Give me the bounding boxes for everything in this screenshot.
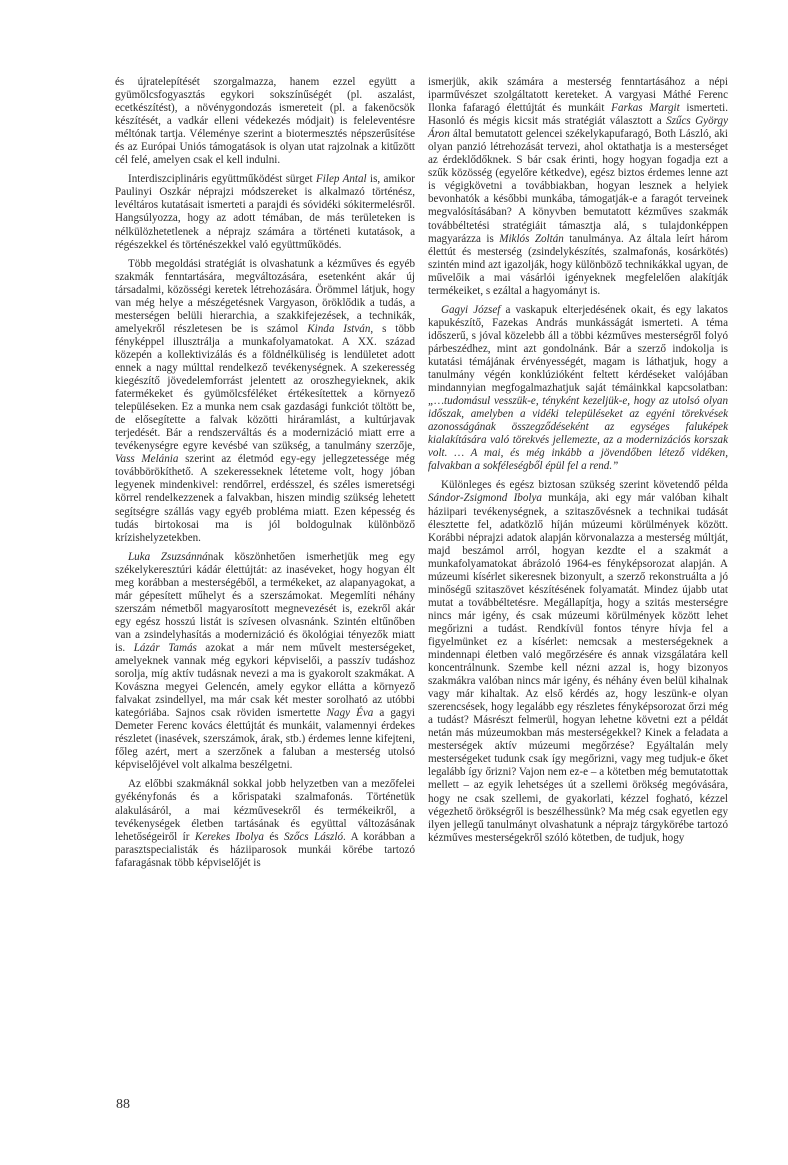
left-column	[115, 76, 415, 876]
paragraph: Az előbbi szakmáknál sokkal jobb helyzetben van a mezőfelei gyékényfonás és a kőrispataki szalmafonás. Történetük alakulásáról, a mai kézművesekről és termékeikről, a tevékenységek életben tartásának és együttal változásának lehetőségeiről ír Kerekes Ibolya és Szőcs László. A korábban a parasztspecialisták és háziiparosok munkái körébe tartozó fafaragásnak több képviselőjét is	[115, 778, 415, 869]
paragraph: és újratelepítését szorgalmazza, hanem ezzel együtt a gyümölcsfogyasztás egykori sokszínűségét (pl. aszalást, ecetkészítést), a növénygondozás ismereteit (pl. a fakenöcsök készítését, a vadkár elleni védekezés módjait) is feleleventésre méltónak tartja. Véleménye szerint a biotermesztés népszerűsítése és az Európai Uniós támogatások is olyan utat rajzolnak a kitűzött cél felé, amelyen csak el kell indulni.	[115, 76, 415, 167]
paragraph: Interdiszciplináris együttműködést sürget Filep Antal is, amikor Paulinyi Oszkár néprajzi módszereket is alkalmazó történész, levéltáros kutatásait ismerteti a parajdi és sóvidéki sókitermelésről. Hangsúlyozza, hogy az adott témában, de más területeken is nélkülözhetetlenek a néprajz számára a történeti kutatások, a régészekkel és történészekkel való együttműködés.	[115, 173, 415, 251]
page-number: 88	[116, 1097, 130, 1112]
paragraph: Luka Zsuzsánnának köszönhetően ismerhetjük meg egy székelykeresztúri kádár élettújtát: az inaséveket, hogy hogyan élt meg korábban a mesterségéből, a termékeket, az alapanyagokat, a már gépesített műhelyt és a szerszámokat. Megemlíti néhány szerszám németből magyarosított megnevezését is, ezekről akár egy egész hosszú listát is szívesen olvasnánk. Szintén eltűnőben van a zsindelyhasítás a modernizáció és ökológiai tényezők miatt is. Lázár Tamás azokat a már nem művelt mesterségeket, amelyeknek vannak még egykori képviselői, a passzív tudáshoz sorolja, míg aktív tudásnak nevezi a ma is gyakorolt szakmákat. A Kovászna megyei Gelencén, amely egykor ellátta a környező falvakat zsindellyel, ma már csak két mester sorolható az utóbbi kategóriába. Sajnos csak röviden ismertette Nagy Éva a gagyi Demeter Ferenc kovács élettújtát és munkáit, valamennyi érdekes részletet (inasévek, szerszámok, árak, stb.) érdemes lenne kifejteni, főleg azért, mert a szerzőnek a faluban a mesterség utolsó képviselőjével volt alkalma beszélgetni.	[115, 550, 415, 772]
paragraph: ismerjük, akik számára a mesterség fenntartásához a népi iparművészet szolgáltatott kereteket. A vargyasi Máthé Ferenc Ilonka fafaragó élettújtát és munkáit Farkas Margit ismerteti. Hasonló és mégis kicsit más stratégiát választott a Szűcs György Áron által bemutatott gelencei székelykapufaragó, Both László, aki olyan panzió létrehozását tervezi, ahol oktathatja is a mesterséget az érdeklődőknek. S bár csak érinti, hogy hogyan fogadja ezt a szűk közösség (egyelőre kétkedve), egész biztos érdemes lenne azt is végigkövetni a továbbiakban, hogyan lesznek a helyiek bevonhatók a későbbi munkába, támogatják-e a faragót terveinek megvalósításában? A könyvben bemutatott kézműves szakmák továbbéltetési stratégiáit támasztja alá, s tulajdonképpen magyarázza is Miklós Zoltán tanulmánya. Az általa leírt három élettút és mesterség (zsindelykészítés, szalmafonás, kosárkötés) szintén mind azt igazolják, hogy különböző technikákkal ugyan, de művelőik a mai vásárlói igényeknek megfelelően alakítják termékeiket, s ezáltal a hagyományt is.	[428, 76, 728, 297]
right-column	[428, 76, 728, 851]
paragraph: Több megoldási stratégiát is olvashatunk a kézműves és egyéb szakmák fenntartására, megváltozására, esetenként akár új társadalmi, közösségi keretek létrehozására. Örömmel látjuk, hogy van még helye a mészégetésnek Vargyason, öröklődik a tudás, a mesterségen belüli hierarchia, a szakkifejezések, a technikák, amelyekről részletesen be is számol Kinda István, s több fényképpel illusztrálja a munkafolyamatokat. A XX. század közepén a kollektivizálás és a földnélküliség is lendületet adott ennek a nagy múlttal rendelkező tevékenységnek. A szekeresség kiegészítő jövedelemforrást jelentett az oroszhegyieknek, akik fatermékeket és gyümölcsféléket értékesítettek a környező településeken. Ez a munka nem csak gazdasági funkciót töltött be, de elősegítette a falvak közötti hiráramlást, a kultúrjavak terjedését. Bár a rendszerváltás és a modernizáció miatt erre a tevékenységre egyre kevésbé van szükség, a tanulmány szerzője, Vass Melánia szerint az életmód egy-egy jellegzetessége még továbbörökíthető. A szekeresseknek léteteme volt, hogy jóban legyenek mindenkivel: rendőrrel, erdésszel, és széles ismeretségi körrel rendelkezzenek a falvakban, hiszen mindig szükség lehetett segítségre szállás vagy egyéb probléma miatt. Ezen képesség és tudás birtokosai ma is jól boldogulnak különböző krízishelyzetekben.	[115, 257, 415, 544]
paragraph: Gagyi József a vaskapuk elterjedésének okait, és egy lakatos kapukészítő, Fazekas András munkásságát ismerteti. A téma időszerű, s jóval közelebb áll a többi kézműves mesterségről folyó párbeszédhez, mint azt gondolnánk. Bár a szerző indokolja is kutatási témájának érvényességét, magam is láthatjuk, hogy a tanulmány végén konklúzióként feltett kérdéseket valójában mindannyian megfogalmazhatjuk saját témáinkkal kapcsolatban: „…tudomásul vesszük-e, tényként kezeljük-e, hogy az utolsó olyan időszak, amelyben a vidéki településeket az egyéni törekvések azonosságának összegződéseként az egységes faluképek kialakítására való törekvés jellemezte, az a modernizációs korszak volt. … A mai, és még inkább a jövendőben létező vidéken, falvakban a sokféleségből épül fel a rend.”	[428, 303, 728, 473]
paragraph: Különleges és egész biztosan szükség szerint követendő példa Sándor-Zsigmond Ibolya munkája, aki egy már valóban kihalt háziipari tevékenységnek, a szitaszővésnek a technikai tudását élesztette fel, adatközlő híján múzeumi körülmények között. Korábbi néprajzi adatok alapján körvonalazza a mesterség múltját, majd beszámol arról, hogyan kezdte el a szakmát a munkafolyamatokat ábrázoló 1964-es fényképsorozat alapján. A múzeumi kísérlet sikeresnek bizonyult, a szerző rekonstruálta a jó minőségű szitaszövet készítésének folyamatát. Mindez újabb utat mutat a továbbéltetésre. Megállapítja, hogy a szitás mesterségre nincs már igény, és csak múzeumi körülmények között lehet megőrizni a tudást. Rendkívül fontos tényre hívja fel a figyelmünket ez a kísérlet: nemcsak a mesterségeknek a mindennapi életben való megőrzésére és annak vizsgálatára kell koncentrálnunk. Szembe kell nézni azzal is, hogy bizonyos szakmákra valóban nincs már igény, és néhány éven belül kihalnak vagy már kihaltak. Az első kérdés az, hogy leszünk-e olyan szerencsések, hogy legalább egy részletes fényképsorozat őrzi még a tudást? Másrészt felmerül, hogyan lehetne követni ezt a példát netán más múzeumokban más mesterségekkel? Kinek a feladata a mesterségek aktív múzeumi megőrzése? Egyáltalán mely mesterségeket tudunk csak így megőrizni, vagy meg tudjuk-e őket legalább így őrizni? Vajon nem ez-e – a kötetben még bemutatottak mellett – az egyik lehetséges út a szellemi örökség megóvására, hogy ne csak szellemi, de gyakorlati, kézzel fogható, kézzel végezhető örökségről is beszélhessünk? Ma még csak egyetlen egy ilyen jellegű tanulmányt olvashatunk a néprajz tárgykörébe tartozó kézműves mesterségekről szóló kötetben, de tudjuk, hogy	[428, 479, 728, 844]
